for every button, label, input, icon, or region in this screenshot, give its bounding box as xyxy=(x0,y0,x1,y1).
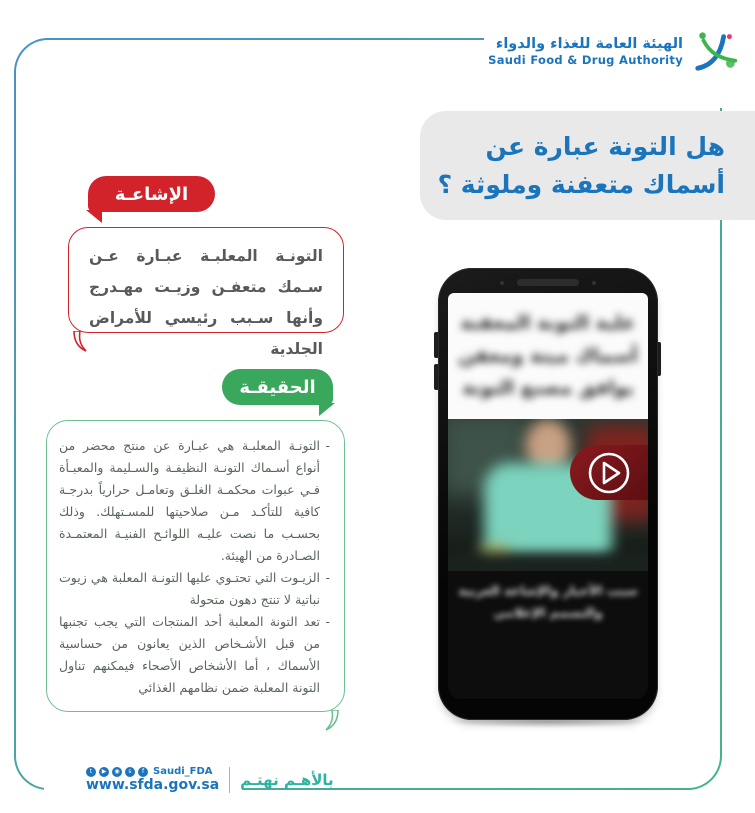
blurred-caption-line: سبب الأخبار والإشاعة العربية xyxy=(458,583,638,598)
youtube-icon[interactable]: ▶ xyxy=(99,767,109,777)
headline-line1: هل التونة عبارة عن xyxy=(485,132,725,161)
social-row xyxy=(86,766,215,777)
rumor-badge xyxy=(88,176,215,212)
sfda-name-english: Saudi Food & Drug Authority xyxy=(488,52,683,67)
sfda-name-arabic: الهيئة العامة للغذاء والدواء xyxy=(495,35,683,52)
sfda-logo-icon xyxy=(691,29,739,73)
headline-line2: أسماك متعفنة وملوثة ؟ xyxy=(437,169,725,199)
fact-bubble-tail xyxy=(322,710,342,732)
facebook-icon[interactable]: f xyxy=(138,767,148,777)
blurred-caption-line: أسماك ميتة ومعفن xyxy=(458,344,638,367)
footer-links xyxy=(86,766,219,793)
bullet-dash-icon: - xyxy=(325,614,330,629)
fact-bullet-1-text: التونـة المعلبـة هي عبـارة عن منتج محضر من أنواع أسـماك التونـة النظيفـة والسـليمة والمعبـأة فـي عبوات محكمـة الغلـق وتعامـل حرارياً بدرجـة كافية للتأكـد مـن صلاحيتها للمسـتهلك. وذلك بحسـب ما نصت عليـه اللوائـح الفنيـة المعتمـدة الصـادرة من الهيئة. xyxy=(59,438,320,563)
phone-speaker xyxy=(517,279,579,286)
headline-box xyxy=(420,111,755,220)
social-handle: Saudi_FDA xyxy=(153,766,213,777)
fact-badge-label: الحقيقـة xyxy=(239,376,316,398)
fact-bullet-3 xyxy=(59,611,330,699)
rumor-text: التونـة المعلبـة عبـارة عـن سـمك متعفـن وزيـت مهـدرج وأنها سـبب رئيسي للأمراض الجلدية xyxy=(89,247,323,358)
rumor-bubble xyxy=(68,227,344,358)
phone-camera-dot xyxy=(500,281,504,285)
bullet-dash-icon: - xyxy=(325,438,330,453)
blurred-caption-line: والتسمم الإعلامي xyxy=(493,605,603,620)
fact-bullet-1 xyxy=(59,435,330,567)
sfda-logo xyxy=(484,27,743,75)
fact-bullet-2-text: الزيـوت التي تحتـوي عليها التونـة المعلبة هي زيوت نباتية لا تنتج دهون متحولة xyxy=(59,570,320,607)
phone-mockup xyxy=(438,268,658,720)
blurred-caption-line: علبة التونة المعفنة xyxy=(460,312,636,335)
twitter-icon[interactable]: t xyxy=(86,767,96,777)
rumor-badge-label: الإشاعـة xyxy=(114,183,189,205)
video-caption-bottom xyxy=(448,571,648,699)
sfda-logo-text xyxy=(488,35,683,68)
play-button[interactable] xyxy=(570,445,648,500)
fact-bullet-3-text: تعد التونة المعلبة أحد المنتجات التي يجب تجنبها من قبل الأشـخاص الذين يعانون من حساسية الأسماك ، أما الأشخاص الأصحاء فيمكنهم تناول التونة المعلبة ضمن نظامهم الغذائي xyxy=(59,614,320,695)
phone-screen xyxy=(448,293,648,700)
phone-camera-dot xyxy=(592,281,596,285)
website-link[interactable]: www.sfda.gov.sa xyxy=(86,777,220,793)
fact-badge xyxy=(222,369,333,405)
blurred-caption-line: يوافق مصنع التونة xyxy=(462,377,634,400)
instagram-icon[interactable]: ◉ xyxy=(112,767,122,777)
footer-tagline: بالأهـم نهتـم xyxy=(240,770,334,789)
rumor-bubble-tail xyxy=(70,331,90,353)
snapchat-icon[interactable]: s xyxy=(125,767,135,777)
headline-text xyxy=(438,128,725,203)
footer xyxy=(86,766,334,793)
bullet-dash-icon: - xyxy=(325,570,330,585)
video-desk xyxy=(448,553,648,571)
play-icon xyxy=(585,449,633,497)
footer-divider xyxy=(229,767,230,793)
fact-bullet-2 xyxy=(59,567,330,611)
video-caption-top xyxy=(448,293,648,419)
fact-bubble xyxy=(46,420,345,712)
